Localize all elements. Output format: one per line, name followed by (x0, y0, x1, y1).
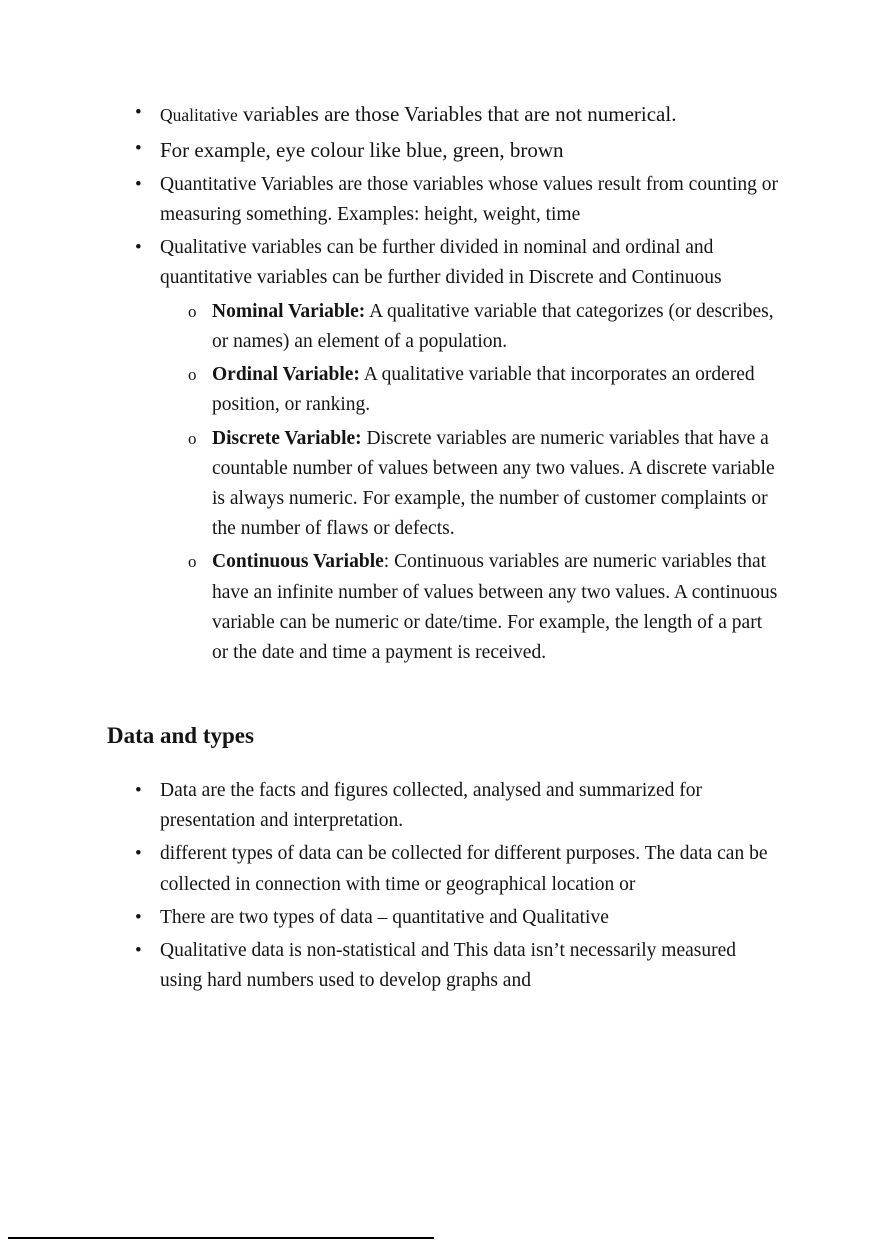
sub-bullet-text (212, 547, 782, 668)
bullet-text: Quantitative Variables are those variables whose values result from counting or measuring something. Examples: height, weight, time (160, 173, 779, 225)
sub-list-item (107, 297, 782, 357)
sub-list-item (107, 424, 782, 545)
bullet-text: different types of data can be collected for different purposes. The data can be collected in connection with time or geographical location or (160, 843, 768, 895)
variable-term: Continuous Variable (212, 551, 384, 573)
sub-bullet-icon: o (188, 428, 197, 448)
list-item (107, 233, 782, 293)
section-heading: Data and types (107, 723, 254, 749)
bullet-icon: • (135, 138, 142, 160)
bullet-icon: • (135, 102, 142, 123)
sub-list-item (107, 547, 782, 668)
variable-definition: A qualitative variable that categorizes (or describes, or names) an element of a population. (212, 300, 774, 352)
bullet-text: There are two types of data – quantitative and Qualitative (160, 906, 609, 928)
bullet-text: Qualitative variables can be further divided in nominal and ordinal and quantitative variables can be further divided in Discrete and Continuous (160, 237, 722, 289)
variable-definition: A qualitative variable that incorporates an ordered position, or ranking. (212, 364, 755, 416)
data-bullet-list (107, 776, 782, 997)
variables-bullet-list (107, 98, 782, 668)
footnote-separator (8, 1237, 434, 1239)
variable-term: Discrete Variable: (212, 427, 362, 449)
variable-term: Ordinal Variable: (212, 364, 360, 386)
bullet-text-lead: Qualitative (160, 105, 238, 125)
list-item (107, 98, 782, 131)
bullet-icon: • (135, 906, 142, 928)
list-item (107, 936, 782, 996)
variable-term: Nominal Variable: (212, 300, 366, 322)
sub-bullet-icon: o (188, 365, 197, 385)
bullet-text: Qualitative data is non-statistical and This data isn’t necessarily measured using hard numbers used to develop graphs and (160, 939, 736, 992)
list-item (107, 776, 782, 836)
bullet-icon: • (135, 237, 142, 259)
bullet-text: Data are the facts and figures collected, analysed and summarized for presentation and interpretation. (160, 779, 702, 832)
sub-bullet-text (212, 424, 782, 545)
sub-bullet-icon: o (188, 552, 197, 572)
bullet-text (160, 98, 782, 131)
sub-bullet-icon: o (188, 301, 197, 321)
sub-bullet-text (212, 297, 782, 357)
list-item (107, 170, 782, 230)
list-item (107, 903, 782, 933)
bullet-icon: • (135, 173, 142, 195)
sub-list-item (107, 360, 782, 420)
bullet-text: For example, eye colour like blue, green, brown (160, 138, 564, 163)
variable-types-sublist (107, 297, 782, 669)
bullet-icon: • (135, 779, 142, 801)
list-item (107, 839, 782, 899)
variable-definition: : Continuous variables are numeric variables that have an infinite number of values between any two values. A continuous variable can be numeric or date/time. For example, the length of a part or the date and time a payment is received. (212, 551, 778, 664)
bullet-text-rest: variables are those Variables that are not numerical. (237, 102, 677, 126)
sub-bullet-text (212, 360, 782, 420)
list-item (107, 134, 782, 167)
bullet-icon: • (135, 843, 142, 865)
bullet-icon: • (135, 939, 142, 961)
variable-definition: Discrete variables are numeric variables that have a countable number of values between any two values. A discrete variable is always numeric. For example, the number of customer complaints or the number of flaws or defects. (212, 427, 775, 540)
